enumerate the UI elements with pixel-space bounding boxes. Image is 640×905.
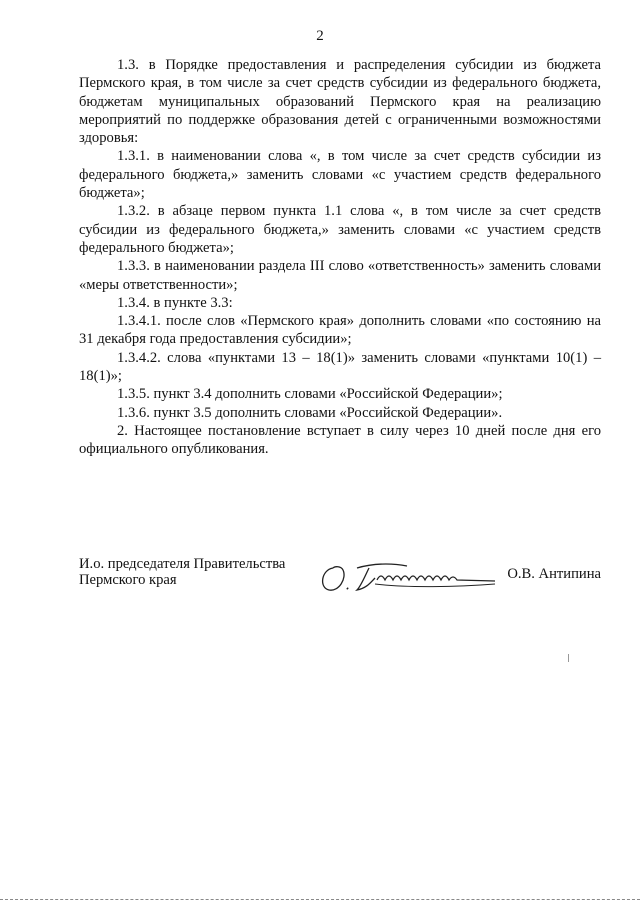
paragraph-1-3-4-2: 1.3.4.2. слова «пунктами 13 – 18(1)» заменить словами «пунктами 10(1) – 18(1)»; <box>79 349 601 385</box>
paragraph-1-3-6: 1.3.6. пункт 3.5 дополнить словами «Российской Федерации». <box>117 404 503 421</box>
paragraph-1-3-1: 1.3.1. в наименовании слова «, в том числе за счет средств субсидии из федерального бюджета,» заменить словами «с участием средств федерального бюджета»; <box>79 148 601 202</box>
paragraph-1-3-3: 1.3.3. в наименовании раздела III слово «ответственность» заменить словами «меры ответственности»; <box>79 258 601 293</box>
paragraph-1-3-5: 1.3.5. пункт 3.4 дополнить словами «Российской Федерации»; <box>117 386 503 403</box>
handwritten-signature-icon <box>317 558 507 598</box>
signatory-position <box>79 556 285 588</box>
paragraph-2: 2. Настоящее постановление вступает в силу через 10 дней после дня его официального опубликования. <box>79 422 601 458</box>
page-number: 2 <box>316 28 324 44</box>
paragraph-1-3-4-1: 1.3.4.1. после слов «Пермского края» дополнить словами «по состоянию на 31 декабря года предоставления субсидии»; <box>79 313 601 348</box>
signature-block <box>79 556 601 606</box>
signatory-position-line-2: Пермского края <box>79 572 177 588</box>
paragraph-1-3-2: 1.3.2. в абзаце первом пункта 1.1 слова «, в том числе за счет средств субсидии из федерального бюджета,» заменить словами «с участием средств федерального бюджета»; <box>79 203 601 256</box>
signatory-name: О.В. Антипина <box>507 566 601 582</box>
paragraph-1-3: 1.3. в Порядке предоставления и распределения субсидии из бюджета Пермского края, в том числе за счет средств субсидии из федерального бюджета, бюджетам муниципальных образований Пермского края на реализацию мероприятий по поддержке образования детей с ограниченными возможностями здоровья: <box>79 57 601 147</box>
signatory-position-line-1: И.о. председателя Правительства <box>79 556 286 572</box>
document-body <box>79 56 601 459</box>
scan-bottom-edge <box>0 899 640 901</box>
paragraph-1-3-4: 1.3.4. в пункте 3.3: <box>117 294 233 311</box>
scan-artifact <box>568 654 569 662</box>
